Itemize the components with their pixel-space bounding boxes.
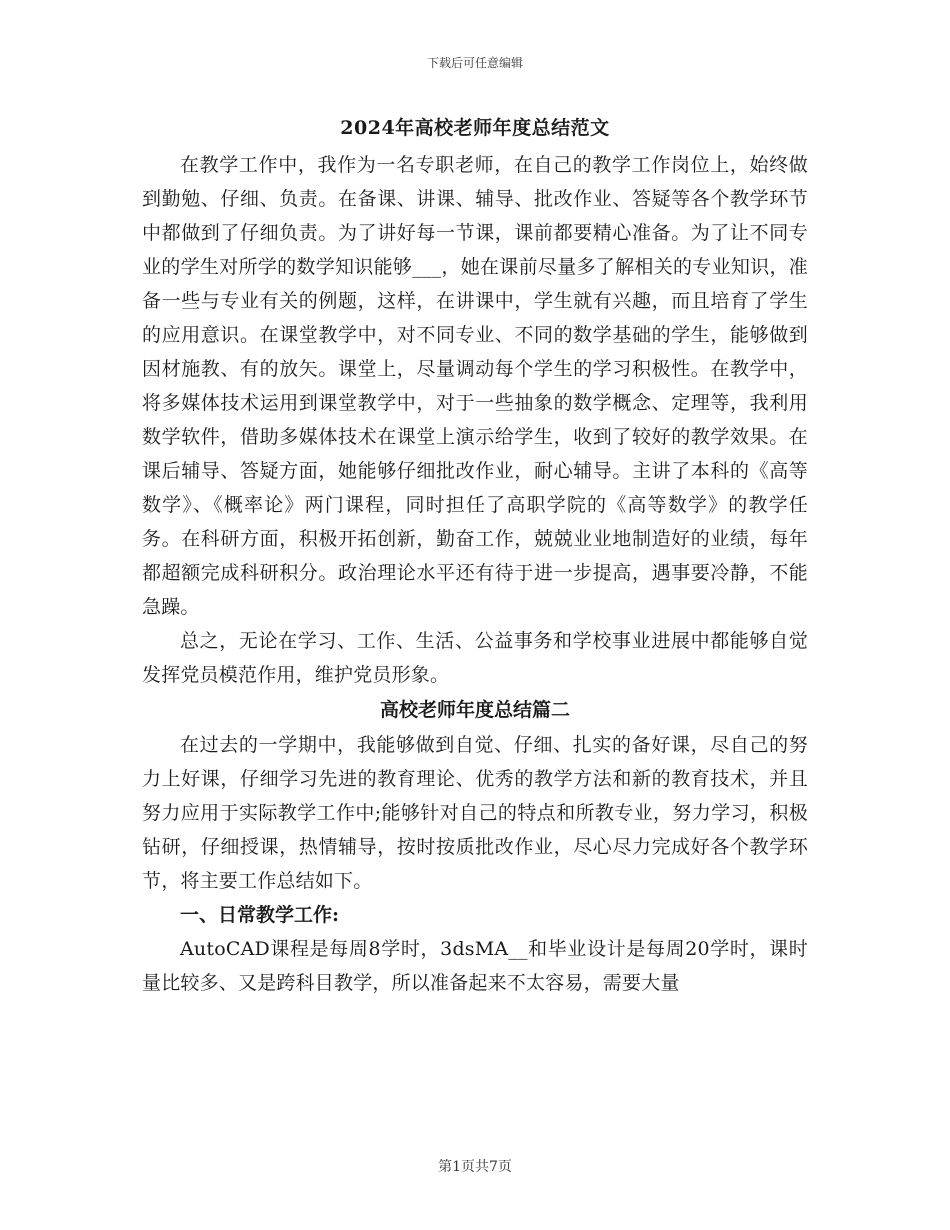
section-heading: 一、日常教学工作: (180, 904, 340, 926)
page-footer: 第1页共7页 (438, 1159, 512, 1175)
paragraph: AutoCAD课程是每周8学时，3dsMA__和毕业设计是每周20学时，课时量比较多、又是跨科目教学，所以准备起来不太容易，需要大量 (142, 938, 808, 994)
page-header: 下载后可任意编辑 (426, 56, 523, 70)
document-title: 2024年高校老师年度总结范文 (340, 117, 610, 139)
paragraph: 在教学工作中，我作为一名专职老师，在自己的教学工作岗位上，始终做到勤勉、仔细、负责。在备课、讲课、辅导、批改作业、答疑等各个教学环节中都做到了仔细负责。为了讲好每一节课，课前都要精心准备。为了让不同专业的学生对所学的数学知识能够___，她在课前尽量多了解相关的专业知识，准备一些与专业有关的例题，这样，在讲课中，学生就有兴趣，而且培育了学生的应用意识。在课堂教学中，对不同专业、不同的数学基础的学生，能够做到因材施教、有的放矢。课堂上，尽量调动每个学生的学习积极性。在教学中，将多媒体技术运用到课堂教学中，对于一些抽象的数学概念、定理等，我利用数学软件，借助多媒体技术在课堂上演示给学生，收到了较好的教学效果。在课后辅导、答疑方面，她能够仔细批改作业，耐心辅导。主讲了本科的《高等数学》、《概率论》两门课程，同时担任了高职学院的《高等数学》的教学任务。在科研方面，积极开拓创新，勤奋工作，兢兢业业地制造好的业绩，每年都超额完成科研积分。政治理论水平还有待于进一步提高，遇事要冷静，不能急躁。 (142, 154, 808, 618)
section-title: 高校老师年度总结篇二 (379, 699, 570, 721)
paragraph: 总之，无论在学习、工作、生活、公益事务和学校事业进展中都能够自觉发挥党员模范作用，维护党员形象。 (142, 630, 808, 686)
paragraph: 在过去的一学期中，我能够做到自觉、仔细、扎实的备好课，尽自己的努力上好课，仔细学习先进的教育理论、优秀的教学方法和新的教育技术，并且努力应用于实际教学工作中;能够针对自己的特点和所教专业，努力学习，积极钻研，仔细授课，热情辅导，按时按质批改作业，尽心尽力完成好各个教学环节，将主要工作总结如下。 (142, 734, 808, 892)
document-body (142, 108, 808, 1000)
